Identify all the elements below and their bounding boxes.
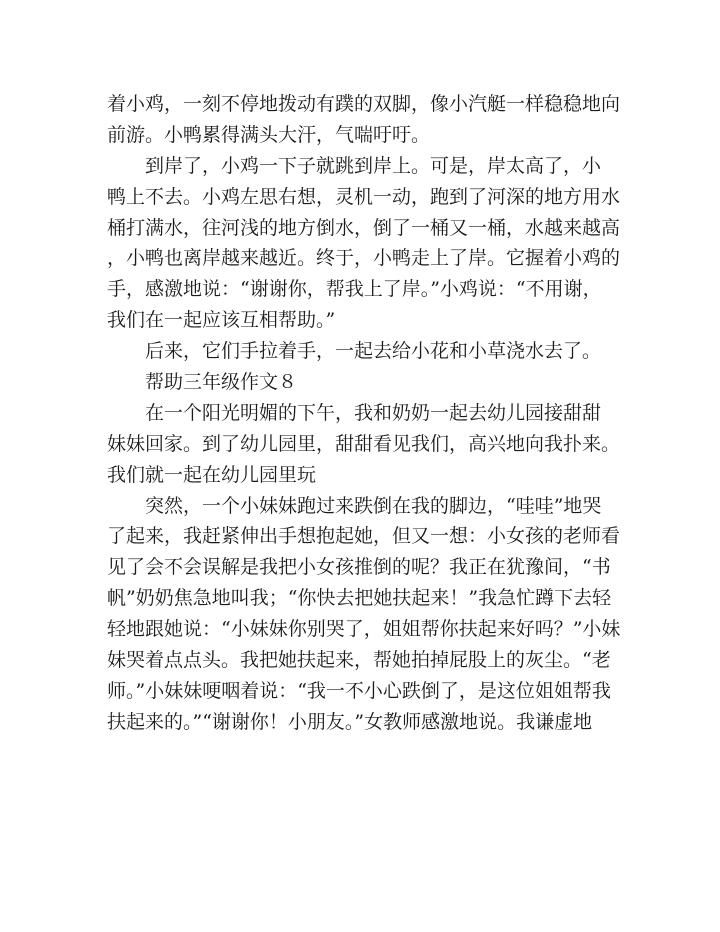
text-line: 妹哭着点点头。我把她扶起来，帮她拍掉屁股上的灰尘。“老 (107, 649, 611, 672)
text-line: 桶打满水，往河浅的地方倒水，倒了一桶又一桶，水越来越高 (107, 216, 621, 239)
text-line: 着小鸡，一刻不停地拨动有蹼的双脚，像小汽艇一样稳稳地向 (107, 93, 621, 115)
text-line: 后来，它们手拉着手，一起去给小花和小草浇水去了。 (107, 340, 602, 363)
text-line: ，小鸭也离岸越来越近。终于，小鸭走上了岸。它握着小鸡的 (107, 247, 621, 270)
text-line: 帆”奶奶焦急地叫我；“你快去把她扶起来！”我急忙蹲下去轻 (107, 587, 612, 610)
section-heading: 帮助三年级作文８ (107, 371, 298, 394)
essay-text (107, 89, 627, 738)
text-line: 扶起来的。”“谢谢你！小朋友。”女教师感激地说。我谦虚地 (107, 710, 593, 733)
text-line: 到岸了，小鸡一下子就跳到岸上。可是，岸太高了，小 (107, 154, 602, 177)
text-line: 前游。小鸭累得满头大汗，气喘吁吁。 (107, 123, 431, 146)
text-line: 手，感激地说：“谢谢你，帮我上了岸。”小鸡说：“不用谢， (107, 278, 602, 301)
text-line: 见了会不会误解是我把小女孩推倒的呢？我正在犹豫间，“书 (107, 556, 611, 579)
text-line: 轻地跟她说：“小妹妹你别哭了，姐姐帮你扶起来好吗？”小妹 (107, 618, 621, 641)
text-line: 我们就一起在幼儿园里玩 (107, 463, 317, 486)
text-line: 妹妹回家。到了幼儿园里，甜甜看见我们，高兴地向我扑来。 (107, 432, 621, 455)
text-line: 在一个阳光明媚的下午，我和奶奶一起去幼儿园接甜甜 (107, 401, 602, 424)
text-line: 我们在一起应该互相帮助。” (107, 309, 336, 332)
text-line: 师。”小妹妹哽咽着说：“我一不小心跌倒了，是这位姐姐帮我 (107, 679, 611, 702)
text-line: 了起来，我赶紧伸出手想抱起她，但又一想：小女孩的老师看 (107, 525, 621, 548)
text-line: 鸭上不去。小鸡左思右想，灵机一动，跑到了河深的地方用水 (107, 185, 621, 208)
text-line: 突然，一个小妹妹跑过来跌倒在我的脚边，“哇哇”地哭 (107, 494, 602, 517)
